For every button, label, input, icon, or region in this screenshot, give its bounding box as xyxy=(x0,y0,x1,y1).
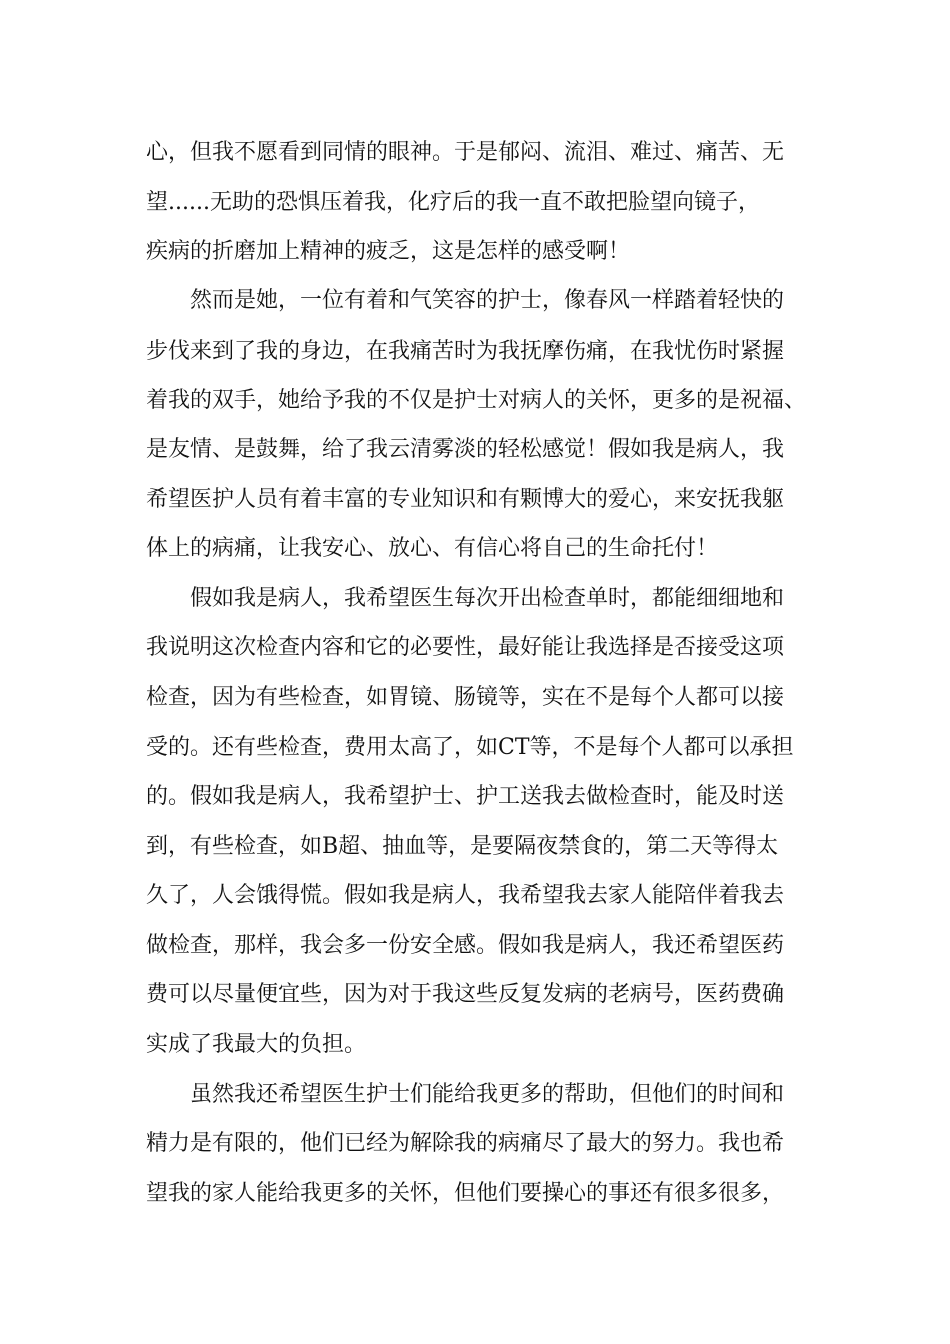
text-line: 着我的双手，她给予我的不仅是护士对病人的关怀，更多的是祝福、 xyxy=(146,388,807,413)
text-line: 做检查，那样，我会多一份安全感。假如我是病人，我还希望医药 xyxy=(146,933,785,958)
text-line: 心，但我不愿看到同情的眼神。于是郁闷、流泪、难过、痛苦、无 xyxy=(146,140,785,165)
text-line: 体上的病痛，让我安心、放心、有信心将自己的生命托付！ xyxy=(146,536,719,561)
text-line: 望我的家人能给我更多的关怀，但他们要操心的事还有很多很多， xyxy=(146,1181,785,1206)
text-line: 的。假如我是病人，我希望护士、护工送我去做检查时，能及时送 xyxy=(146,784,785,809)
text-line: 久了，人会饿得慌。假如我是病人，我希望我去家人能陪伴着我去 xyxy=(146,883,785,908)
text-line: 希望医护人员有着丰富的专业知识和有颗博大的爱心，来安抚我躯 xyxy=(146,487,785,512)
text-line: 疾病的折磨加上精神的疲乏，这是怎样的感受啊！ xyxy=(146,239,631,264)
text-line: 检查，因为有些检查，如胃镜、肠镜等，实在不是每个人都可以接 xyxy=(146,685,785,710)
paragraph-first-line: 虽然我还希望医生护士们能给我更多的帮助，但他们的时间和 xyxy=(190,1082,785,1107)
text-line: 实成了我最大的负担。 xyxy=(146,1032,367,1057)
paragraph-first-line: 假如我是病人，我希望医生每次开出检查单时，都能细细地和 xyxy=(190,586,785,611)
text-line: 到，有些检查，如B超、抽血等，是要隔夜禁食的，第二天等得太 xyxy=(146,834,779,859)
text-line: 步伐来到了我的身边，在我痛苦时为我抚摩伤痛，在我忧伤时紧握 xyxy=(146,339,785,364)
text-line: 费可以尽量便宜些，因为对于我这些反复发病的老病号，医药费确 xyxy=(146,982,785,1007)
text-line: 受的。还有些检查，费用太高了，如CT等，不是每个人都可以承担 xyxy=(146,735,794,760)
text-line: 望......无助的恐惧压着我，化疗后的我一直不敢把脸望向镜子， xyxy=(146,190,760,215)
paragraph-first-line: 然而是她，一位有着和气笑容的护士，像春风一样踏着轻快的 xyxy=(190,288,785,313)
text-line: 我说明这次检查内容和它的必要性，最好能让我选择是否接受这项 xyxy=(146,635,785,660)
text-line: 精力是有限的，他们已经为解除我的病痛尽了最大的努力。我也希 xyxy=(146,1131,785,1156)
text-line: 是友情、是鼓舞，给了我云清雾淡的轻松感觉！假如我是病人，我 xyxy=(146,437,785,462)
